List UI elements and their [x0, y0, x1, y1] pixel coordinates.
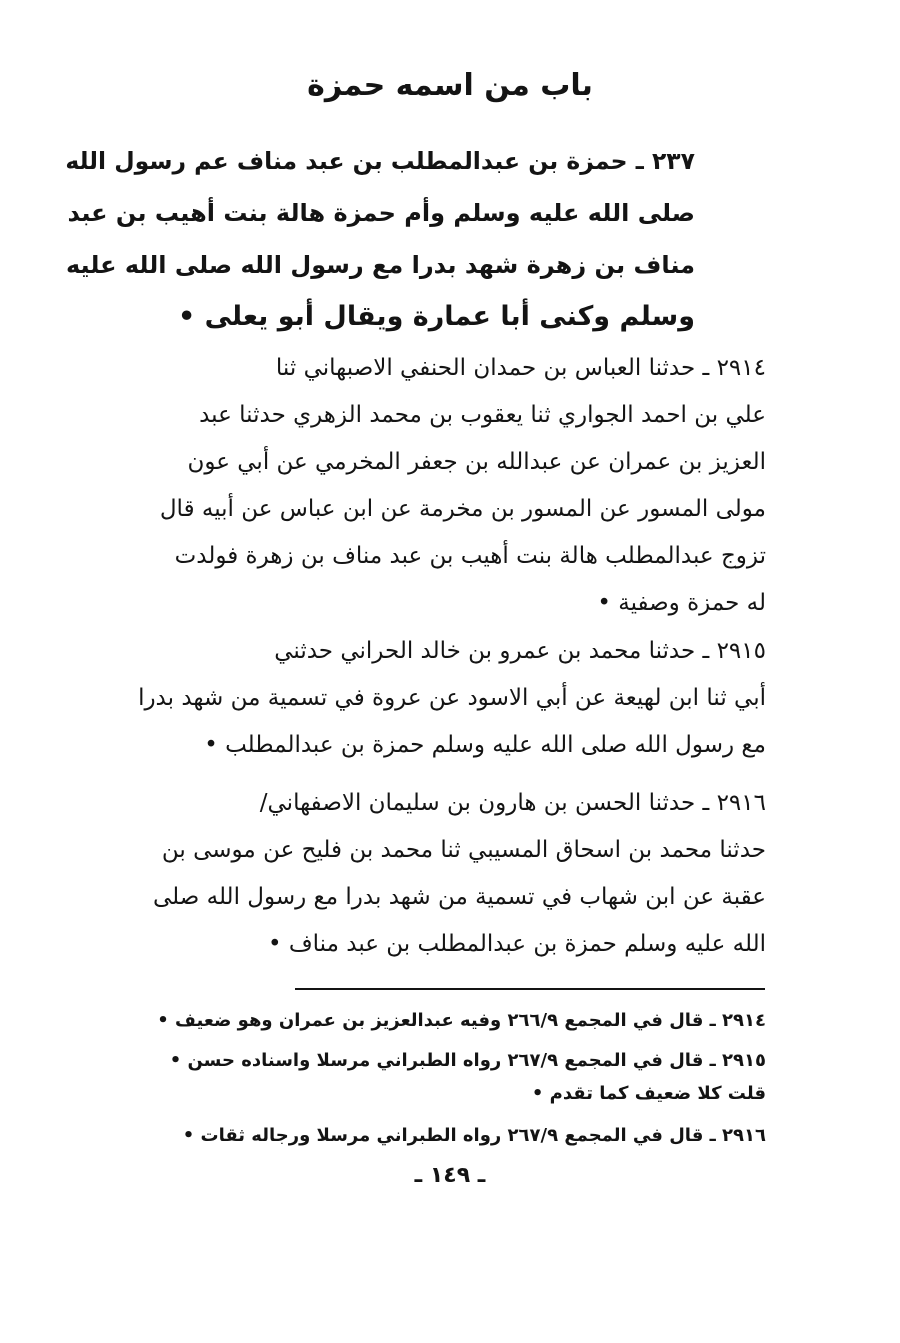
biography-line: مناف بن زهرة شهد بدرا مع رسول الله صلى الله عليه: [65, 251, 695, 279]
hadith-line: علي بن احمد الجواري ثنا يعقوب بن محمد الزهري حدثنا عبد: [199, 402, 766, 428]
biography-entry: [60, 135, 695, 343]
hadith-line: ٢٩١٦ ـ حدثنا الحسن بن هارون بن سليمان الاصفهاني/: [259, 790, 766, 816]
hadith-2916: [40, 780, 766, 968]
hadith-line: حدثنا محمد بن اسحاق المسيبي ثنا محمد بن فليح عن موسى بن: [161, 837, 766, 863]
hadith-line: تزوج عبدالمطلب هالة بنت أهيب بن عبد مناف بن زهرة فولدت: [174, 543, 766, 569]
hadith-line: العزيز بن عمران عن عبدالله بن جعفر المخرمي عن أبي عون: [187, 449, 766, 475]
footnote-2916: [60, 1119, 766, 1152]
footnote-line: قلت كلا ضعيف كما تقدم •: [531, 1083, 766, 1104]
hadith-2915: [40, 628, 766, 769]
hadith-line: الله عليه وسلم حمزة بن عبدالمطلب بن عبد مناف •: [267, 931, 766, 957]
footnote-divider: [295, 988, 765, 990]
hadith-line: ٢٩١٥ ـ حدثنا محمد بن عمرو بن خالد الحراني حدثني: [274, 638, 766, 664]
footnote-2915: [60, 1044, 766, 1110]
biography-line: صلى الله عليه وسلم وأم حمزة هالة بنت أهيب بن عبد: [67, 199, 695, 227]
hadith-line: عقبة عن ابن شهاب في تسمية من شهد بدرا مع رسول الله صلى: [152, 884, 766, 910]
page-number: ـ ١٤٩ ـ: [414, 1163, 486, 1188]
hadith-line: مع رسول الله صلى الله عليه وسلم حمزة بن عبدالمطلب •: [204, 732, 766, 758]
hadith-line: له حمزة وصفية •: [597, 590, 766, 616]
chapter-title: باب من اسمه حمزة: [307, 68, 593, 103]
biography-line: ٢٣٧ ـ حمزة بن عبدالمطلب بن عبد مناف عم رسول الله: [65, 147, 695, 175]
footnote-line: ٢٩١٦ ـ قال في المجمع ٢٦٧/٩ رواه الطبراني مرسلا ورجاله ثقات •: [182, 1125, 766, 1146]
footnote-2914: [60, 1004, 766, 1037]
footnote-line: ٢٩١٥ ـ قال في المجمع ٢٦٧/٩ رواه الطبراني مرسلا واسناده حسن •: [169, 1050, 766, 1071]
hadith-line: ٢٩١٤ ـ حدثنا العباس بن حمدان الحنفي الاصبهاني ثنا: [275, 355, 766, 381]
hadith-line: أبي ثنا ابن لهيعة عن أبي الاسود عن عروة في تسمية من شهد بدرا: [138, 685, 766, 711]
footnote-line: ٢٩١٤ ـ قال في المجمع ٢٦٦/٩ وفيه عبدالعزيز بن عمران وهو ضعيف •: [157, 1010, 766, 1031]
hadith-2914: [40, 345, 766, 627]
biography-line: وسلم وكنى أبا عمارة ويقال أبو يعلى •: [177, 301, 695, 332]
hadith-line: مولى المسور عن المسور بن مخرمة عن ابن عباس عن أبيه قال: [159, 496, 766, 522]
